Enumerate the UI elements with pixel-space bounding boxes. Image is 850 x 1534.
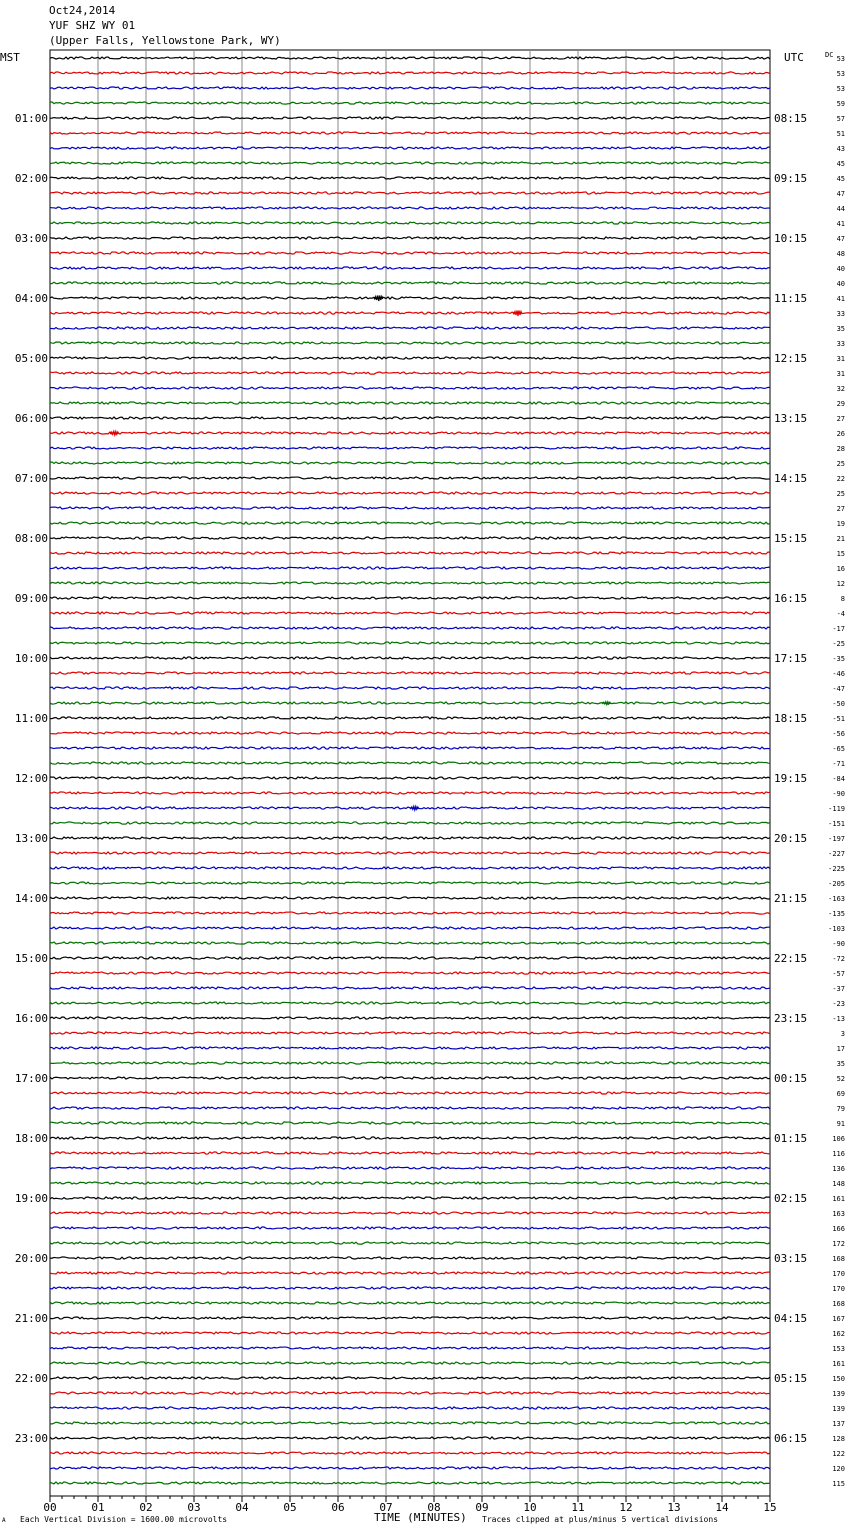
x-tick-label: 07 — [379, 1501, 393, 1514]
dc-offset-label: 8 — [840, 595, 845, 603]
mst-hour-label: 23:00 — [14, 1432, 48, 1445]
seismic-trace — [50, 87, 770, 89]
dc-offset-label: 168 — [832, 1255, 845, 1263]
dc-offset-label: 148 — [832, 1180, 845, 1188]
dc-offset-label: 25 — [836, 490, 845, 498]
dc-offset-label: 136 — [832, 1165, 845, 1173]
dc-offset-label: -151 — [828, 820, 845, 828]
utc-hour-label: 17:15 — [774, 652, 808, 665]
seismic-trace — [50, 1017, 770, 1019]
seismic-trace — [50, 1107, 770, 1109]
seismic-trace — [50, 372, 770, 374]
seismic-trace — [50, 627, 770, 629]
seismic-trace — [50, 612, 770, 614]
dc-offset-label: 15 — [836, 550, 845, 558]
seismic-trace — [50, 1347, 770, 1349]
seismic-trace — [50, 897, 770, 899]
x-tick-label: 13 — [667, 1501, 681, 1514]
seismic-trace — [50, 387, 770, 389]
dc-offset-label: 161 — [832, 1360, 845, 1368]
seismic-trace — [50, 132, 770, 134]
mst-hour-label: 13:00 — [14, 832, 48, 845]
seismic-trace — [50, 1122, 770, 1124]
dc-offset-label: 53 — [836, 70, 845, 78]
utc-hour-label: 01:15 — [774, 1132, 808, 1145]
seismic-trace — [50, 312, 770, 314]
dc-offset-label: 116 — [832, 1150, 845, 1158]
dc-offset-label: 128 — [832, 1435, 845, 1443]
dc-offset-label: 16 — [836, 565, 845, 573]
utc-hour-label: 04:15 — [774, 1312, 808, 1325]
x-tick-label: 15 — [763, 1501, 777, 1514]
mst-axis-label: MST — [0, 51, 20, 64]
seismic-trace — [50, 687, 770, 689]
seismic-trace — [50, 912, 770, 914]
dc-offset-label: 47 — [836, 190, 845, 198]
dc-offset-label: 27 — [836, 505, 845, 513]
seismic-trace — [50, 882, 770, 884]
seismic-trace — [50, 1467, 770, 1469]
utc-hour-label: 14:15 — [774, 472, 808, 485]
mst-hour-label: 02:00 — [14, 172, 48, 185]
seismic-trace — [50, 1182, 770, 1184]
seismic-trace — [50, 1422, 770, 1424]
seismic-trace — [50, 1392, 770, 1394]
dc-offset-label: -4 — [836, 610, 845, 618]
dc-offset-label: 153 — [832, 1345, 845, 1353]
dc-offset-label: -25 — [832, 640, 845, 648]
dc-offset-label: -50 — [832, 700, 845, 708]
seismic-trace — [50, 957, 770, 959]
dc-offset-label: -65 — [832, 745, 845, 753]
seismic-trace — [50, 207, 770, 209]
dc-offset-label: 59 — [836, 100, 845, 108]
dc-offset-label: 48 — [836, 250, 845, 258]
seismic-trace — [50, 417, 770, 419]
mst-hour-label: 09:00 — [14, 592, 48, 605]
seismic-trace — [50, 267, 770, 269]
mst-hour-label: 01:00 — [14, 112, 48, 125]
utc-hour-label: 21:15 — [774, 892, 808, 905]
dc-offset-label: 51 — [836, 130, 845, 138]
dc-offset-label: -35 — [832, 655, 845, 663]
dc-offset-label: -37 — [832, 985, 845, 993]
seismic-trace — [50, 1197, 770, 1199]
dc-offset-label: 168 — [832, 1300, 845, 1308]
seismic-event — [374, 296, 383, 302]
dc-offset-label: -57 — [832, 970, 845, 978]
mst-hour-label: 18:00 — [14, 1132, 48, 1145]
seismic-trace — [50, 522, 770, 524]
corner-mark: A — [2, 1517, 6, 1524]
seismic-trace — [50, 972, 770, 974]
utc-axis-label: UTC — [784, 51, 804, 64]
seismic-trace — [50, 1212, 770, 1214]
dc-offset-label: 53 — [836, 85, 845, 93]
dc-offset-label: 44 — [836, 205, 845, 213]
dc-offset-label: -163 — [828, 895, 845, 903]
dc-offset-label: 139 — [832, 1405, 845, 1413]
utc-hour-label: 18:15 — [774, 712, 808, 725]
seismic-trace — [50, 222, 770, 224]
mst-hour-label: 07:00 — [14, 472, 48, 485]
dc-offset-label: 150 — [832, 1375, 845, 1383]
utc-hour-label: 15:15 — [774, 532, 808, 545]
mst-hour-label: 05:00 — [14, 352, 48, 365]
utc-hour-label: 09:15 — [774, 172, 808, 185]
x-tick-label: 01 — [91, 1501, 105, 1514]
seismic-trace — [50, 702, 770, 704]
dc-offset-label: 41 — [836, 295, 845, 303]
dc-offset-label: 106 — [832, 1135, 845, 1143]
dc-offset-label: 91 — [836, 1120, 845, 1128]
dc-offset-label: 33 — [836, 340, 845, 348]
seismic-trace — [50, 537, 770, 539]
seismic-trace — [50, 867, 770, 869]
dc-offset-label: 69 — [836, 1090, 845, 1098]
dc-offset-label: 32 — [836, 385, 845, 393]
seismic-trace — [50, 177, 770, 179]
seismic-trace — [50, 777, 770, 779]
utc-hour-label: 12:15 — [774, 352, 808, 365]
x-tick-label: 06 — [331, 1501, 345, 1514]
dc-offset-label: 29 — [836, 400, 845, 408]
mst-hour-label: 12:00 — [14, 772, 48, 785]
dc-offset-label: 47 — [836, 235, 845, 243]
dc-offset-label: -47 — [832, 685, 845, 693]
utc-hour-label: 06:15 — [774, 1432, 808, 1445]
x-tick-label: 12 — [619, 1501, 633, 1514]
dc-offset-label: 79 — [836, 1105, 845, 1113]
seismic-trace — [50, 597, 770, 599]
seismic-trace — [50, 837, 770, 839]
seismic-trace — [50, 567, 770, 569]
utc-hour-label: 00:15 — [774, 1072, 808, 1085]
utc-hour-label: 03:15 — [774, 1252, 808, 1265]
seismic-trace — [50, 117, 770, 119]
seismic-event — [110, 431, 119, 435]
dc-offset-label: -46 — [832, 670, 845, 678]
seismic-trace — [50, 477, 770, 479]
seismic-trace — [50, 732, 770, 734]
seismic-trace — [50, 852, 770, 854]
dc-offset-label: -205 — [828, 880, 845, 888]
mst-hour-label: 06:00 — [14, 412, 48, 425]
dc-offset-label: -72 — [832, 955, 845, 963]
dc-offset-label: 27 — [836, 415, 845, 423]
dc-offset-label: -227 — [828, 850, 845, 858]
mst-hour-label: 16:00 — [14, 1012, 48, 1025]
dc-offset-label: 161 — [832, 1195, 845, 1203]
seismic-trace — [50, 582, 770, 584]
seismic-trace — [50, 1137, 770, 1139]
dc-offset-label: -84 — [832, 775, 845, 783]
seismic-trace — [50, 1242, 770, 1244]
mst-hour-label: 14:00 — [14, 892, 48, 905]
mst-hour-label: 08:00 — [14, 532, 48, 545]
seismic-trace — [50, 297, 770, 299]
x-tick-label: 11 — [571, 1501, 585, 1514]
header-station: YUF SHZ WY 01 — [49, 19, 136, 32]
seismic-trace — [50, 402, 770, 404]
dc-label: DC — [825, 51, 834, 59]
seismic-trace — [50, 282, 770, 284]
dc-offset-label: 35 — [836, 325, 845, 333]
seismic-trace — [50, 57, 770, 59]
x-tick-label: 02 — [139, 1501, 153, 1514]
dc-offset-label: 167 — [832, 1315, 845, 1323]
dc-offset-label: 45 — [836, 175, 845, 183]
dc-offset-label: -135 — [828, 910, 845, 918]
dc-offset-label: 139 — [832, 1390, 845, 1398]
seismic-trace — [50, 1032, 770, 1034]
dc-offset-label: 120 — [832, 1465, 845, 1473]
header-location: (Upper Falls, Yellowstone Park, WY) — [49, 34, 281, 47]
seismic-trace — [50, 1152, 770, 1154]
dc-offset-label: -51 — [832, 715, 845, 723]
mst-hour-label: 20:00 — [14, 1252, 48, 1265]
seismic-trace — [50, 942, 770, 944]
utc-hour-label: 05:15 — [774, 1372, 808, 1385]
seismic-trace — [50, 1062, 770, 1064]
seismic-trace — [50, 1287, 770, 1289]
x-tick-label: 08 — [427, 1501, 441, 1514]
dc-offset-label: 43 — [836, 145, 845, 153]
mst-hour-label: 03:00 — [14, 232, 48, 245]
mst-hour-label: 22:00 — [14, 1372, 48, 1385]
seismic-trace — [50, 162, 770, 164]
x-tick-label: 05 — [283, 1501, 297, 1514]
dc-offset-label: -119 — [828, 805, 845, 813]
seismic-trace — [50, 1257, 770, 1259]
seismic-trace — [50, 1452, 770, 1454]
dc-offset-label: 33 — [836, 310, 845, 318]
seismic-trace — [50, 102, 770, 104]
seismic-trace — [50, 642, 770, 644]
x-axis-label: TIME (MINUTES) — [374, 1511, 467, 1524]
dc-offset-label: 115 — [832, 1480, 845, 1488]
seismic-trace — [50, 462, 770, 464]
dc-offset-label: 22 — [836, 475, 845, 483]
utc-hour-label: 02:15 — [774, 1192, 808, 1205]
dc-offset-label: 17 — [836, 1045, 845, 1053]
utc-hour-label: 11:15 — [774, 292, 808, 305]
dc-offset-label: 26 — [836, 430, 845, 438]
dc-offset-label: 137 — [832, 1420, 845, 1428]
dc-offset-label: 163 — [832, 1210, 845, 1218]
dc-offset-label: 3 — [840, 1030, 845, 1038]
dc-offset-label: 170 — [832, 1285, 845, 1293]
dc-offset-label: 52 — [836, 1075, 845, 1083]
mst-hour-label: 21:00 — [14, 1312, 48, 1325]
dc-offset-label: 170 — [832, 1270, 845, 1278]
seismic-trace — [50, 747, 770, 749]
seismic-trace — [50, 927, 770, 929]
seismic-trace — [50, 987, 770, 989]
x-tick-label: 04 — [235, 1501, 249, 1514]
dc-offset-label: 25 — [836, 460, 845, 468]
seismic-event — [602, 702, 611, 705]
dc-offset-label: 122 — [832, 1450, 845, 1458]
seismic-trace — [50, 1002, 770, 1004]
utc-hour-label: 23:15 — [774, 1012, 808, 1025]
dc-offset-label: -56 — [832, 730, 845, 738]
dc-offset-label: 31 — [836, 370, 845, 378]
mst-hour-label: 04:00 — [14, 292, 48, 305]
seismic-trace — [50, 72, 770, 74]
dc-offset-label: 162 — [832, 1330, 845, 1338]
mst-hour-label: 11:00 — [14, 712, 48, 725]
header-date: Oct24,2014 — [49, 4, 116, 17]
dc-offset-label: -71 — [832, 760, 845, 768]
seismic-trace — [50, 237, 770, 239]
seismic-trace — [50, 1437, 770, 1439]
dc-offset-label: 41 — [836, 220, 845, 228]
dc-offset-label: 53 — [836, 55, 845, 63]
dc-offset-label: 40 — [836, 280, 845, 288]
dc-offset-label: 172 — [832, 1240, 845, 1248]
seismic-trace — [50, 1377, 770, 1379]
seismic-trace — [50, 1362, 770, 1364]
mst-hour-label: 15:00 — [14, 952, 48, 965]
dc-offset-label: -197 — [828, 835, 845, 843]
x-tick-label: 14 — [715, 1501, 729, 1514]
seismic-trace — [50, 432, 770, 434]
seismic-trace — [50, 657, 770, 659]
seismic-trace — [50, 1167, 770, 1169]
dc-offset-label: 28 — [836, 445, 845, 453]
seismic-trace — [50, 1407, 770, 1409]
seismic-trace — [50, 672, 770, 674]
seismic-trace — [50, 762, 770, 764]
dc-offset-label: 45 — [836, 160, 845, 168]
utc-hour-label: 13:15 — [774, 412, 808, 425]
dc-offset-label: 31 — [836, 355, 845, 363]
utc-hour-label: 10:15 — [774, 232, 808, 245]
x-tick-label: 10 — [523, 1501, 537, 1514]
seismic-trace — [50, 1317, 770, 1319]
dc-offset-label: 19 — [836, 520, 845, 528]
plot-frame — [50, 50, 770, 1496]
seismic-trace — [50, 342, 770, 344]
utc-hour-label: 19:15 — [774, 772, 808, 785]
seismic-trace — [50, 717, 770, 719]
utc-hour-label: 08:15 — [774, 112, 808, 125]
x-tick-label: 00 — [43, 1501, 57, 1514]
seismic-trace — [50, 1332, 770, 1334]
dc-offset-label: -90 — [832, 940, 845, 948]
seismic-trace — [50, 192, 770, 194]
mst-hour-label: 17:00 — [14, 1072, 48, 1085]
seismic-trace — [50, 492, 770, 494]
dc-offset-label: 40 — [836, 265, 845, 273]
scale-note: Each Vertical Division = 1600.00 microvolts — [20, 1515, 228, 1524]
seismic-event — [410, 806, 419, 810]
seismic-trace — [50, 822, 770, 824]
utc-hour-label: 22:15 — [774, 952, 808, 965]
seismic-trace — [50, 1047, 770, 1049]
seismic-trace — [50, 507, 770, 509]
seismic-trace — [50, 552, 770, 554]
utc-hour-label: 16:15 — [774, 592, 808, 605]
x-tick-label: 03 — [187, 1501, 201, 1514]
seismic-trace — [50, 1077, 770, 1079]
mst-hour-label: 19:00 — [14, 1192, 48, 1205]
dc-offset-label: 35 — [836, 1060, 845, 1068]
seismic-trace — [50, 1272, 770, 1274]
dc-offset-label: 166 — [832, 1225, 845, 1233]
dc-offset-label: -13 — [832, 1015, 845, 1023]
mst-hour-label: 10:00 — [14, 652, 48, 665]
clip-note: Traces clipped at plus/minus 5 vertical divisions — [482, 1515, 719, 1524]
seismic-trace — [50, 327, 770, 329]
seismic-trace — [50, 147, 770, 149]
seismic-trace — [50, 1092, 770, 1094]
seismic-trace — [50, 1482, 770, 1484]
dc-offset-label: -225 — [828, 865, 845, 873]
seismic-trace — [50, 357, 770, 359]
dc-offset-label: -90 — [832, 790, 845, 798]
seismic-event — [513, 311, 522, 317]
seismic-trace — [50, 1227, 770, 1229]
dc-offset-label: -23 — [832, 1000, 845, 1008]
seismic-trace — [50, 252, 770, 254]
x-tick-label: 09 — [475, 1501, 489, 1514]
seismic-trace — [50, 447, 770, 449]
utc-hour-label: 20:15 — [774, 832, 808, 845]
dc-offset-label: -103 — [828, 925, 845, 933]
dc-offset-label: 57 — [836, 115, 845, 123]
dc-offset-label: 21 — [836, 535, 845, 543]
dc-offset-label: -17 — [832, 625, 845, 633]
seismic-trace — [50, 792, 770, 794]
seismic-trace — [50, 1302, 770, 1304]
dc-offset-label: 12 — [836, 580, 845, 588]
